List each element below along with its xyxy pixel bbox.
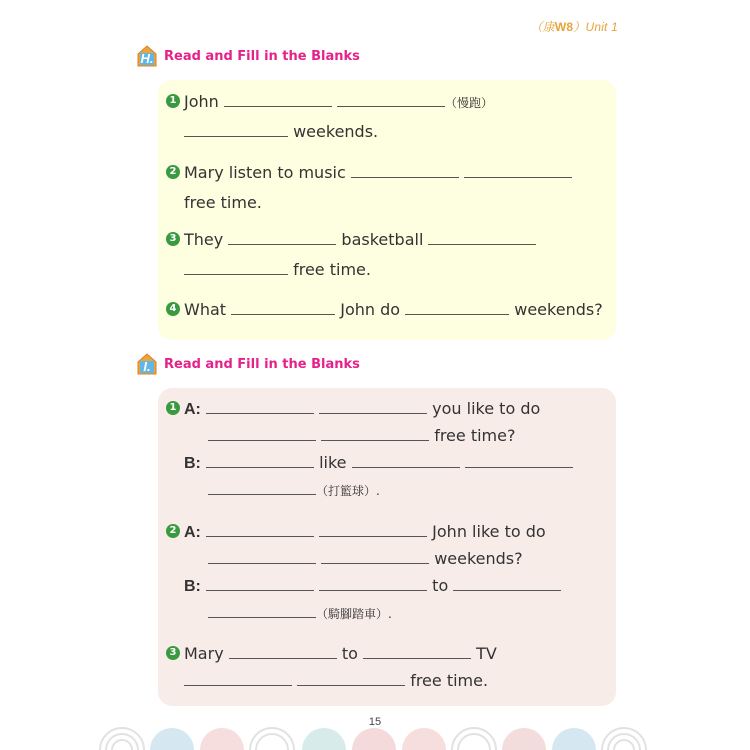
section-i-badge: I. (143, 359, 151, 374)
blank[interactable] (224, 92, 332, 107)
item-number: 2 (166, 524, 180, 538)
blank[interactable] (351, 163, 459, 178)
i2-b-line-2 (208, 603, 392, 624)
blank[interactable] (184, 260, 288, 275)
h2-text: Mary listen to music (184, 163, 346, 182)
blank[interactable] (206, 576, 314, 591)
h3-text-b: basketball (341, 230, 424, 249)
i2-hint: （騎腳踏車）. (316, 607, 392, 621)
header-code: W8 (554, 20, 574, 34)
section-i-title (136, 352, 360, 376)
blank[interactable] (229, 644, 337, 659)
h1-text-2: weekends. (293, 122, 379, 141)
house-icon (136, 352, 158, 376)
h-item-3-line-2 (184, 260, 371, 280)
i2-a-text: John like to do (432, 522, 546, 541)
blank[interactable] (206, 399, 314, 414)
i3-text-b: to (341, 644, 358, 663)
h-item-2-line-1 (184, 163, 572, 183)
i3-text-2: free time. (410, 671, 489, 690)
h-item-2-line-2 (184, 193, 262, 213)
i3-line-2 (184, 671, 488, 691)
blank[interactable] (464, 163, 572, 178)
item-number: 3 (166, 232, 180, 246)
speaker-b: B: (184, 578, 201, 595)
i1-hint: （打籃球）. (316, 484, 380, 498)
blank[interactable] (363, 644, 471, 659)
blank[interactable] (208, 603, 316, 618)
blank[interactable] (352, 453, 460, 468)
page-header (530, 18, 618, 35)
blank[interactable] (465, 453, 573, 468)
h-item-4-line-1 (184, 300, 603, 320)
i2-b-text: to (432, 576, 449, 595)
h3-text-2: free time. (293, 260, 371, 279)
i1-a-text-2: free time? (434, 426, 516, 445)
h4-text: What (184, 300, 227, 319)
blank[interactable] (319, 399, 427, 414)
i1-b-text: like (319, 453, 347, 472)
i2-a-text-2: weekends? (434, 549, 523, 568)
speaker-a: A: (184, 401, 201, 418)
blank[interactable] (319, 576, 427, 591)
h4-text-b: John do (340, 300, 401, 319)
blank[interactable] (319, 522, 427, 537)
section-i-heading: Read and Fill in the Blanks (164, 356, 360, 372)
h1-hint: （慢跑） (444, 96, 493, 110)
blank[interactable] (297, 671, 405, 686)
speaker-a: A: (184, 524, 201, 541)
section-h-title (136, 44, 360, 68)
h4-text-c: weekends? (514, 300, 603, 319)
section-h-badge: H. (140, 51, 154, 66)
blank[interactable] (206, 522, 314, 537)
i2-b-line-1 (184, 576, 561, 597)
blank[interactable] (208, 480, 316, 495)
blank[interactable] (206, 453, 314, 468)
blank[interactable] (231, 300, 335, 315)
blank[interactable] (428, 230, 536, 245)
i1-b-line-1 (184, 453, 573, 474)
blank[interactable] (453, 576, 561, 591)
blank[interactable] (321, 426, 429, 441)
i2-a-line-2 (208, 549, 523, 569)
h-item-1-line-1 (184, 92, 493, 113)
blank[interactable] (208, 426, 316, 441)
i3-text-c: TV (476, 644, 497, 663)
section-h-heading: Read and Fill in the Blanks (164, 48, 360, 64)
item-number: 1 (166, 401, 180, 415)
blank[interactable] (405, 300, 509, 315)
blank[interactable] (184, 671, 292, 686)
blank[interactable] (321, 549, 429, 564)
item-number: 3 (166, 646, 180, 660)
i3-line-1 (184, 644, 497, 664)
h1-text: John (184, 92, 219, 111)
h3-text: They (184, 230, 224, 249)
header-suffix: ）Unit 1 (573, 20, 618, 34)
i2-a-line-1 (184, 522, 546, 543)
h-item-3-line-1 (184, 230, 536, 250)
item-number: 4 (166, 302, 180, 316)
item-number: 1 (166, 94, 180, 108)
blank[interactable] (208, 549, 316, 564)
i1-a-text: you like to do (432, 399, 541, 418)
page-number: 15 (368, 716, 382, 728)
header-prefix: （康 (530, 20, 555, 34)
speaker-b: B: (184, 455, 201, 472)
house-icon (136, 44, 158, 68)
i1-b-line-2 (208, 480, 380, 501)
blank[interactable] (228, 230, 336, 245)
i3-text: Mary (184, 644, 224, 663)
h-item-1-line-2 (184, 122, 378, 142)
h2-text-2: free time. (184, 193, 262, 212)
item-number: 2 (166, 165, 180, 179)
i1-a-line-2 (208, 426, 515, 446)
blank[interactable] (337, 92, 445, 107)
blank[interactable] (184, 122, 288, 137)
i1-a-line-1 (184, 399, 540, 420)
